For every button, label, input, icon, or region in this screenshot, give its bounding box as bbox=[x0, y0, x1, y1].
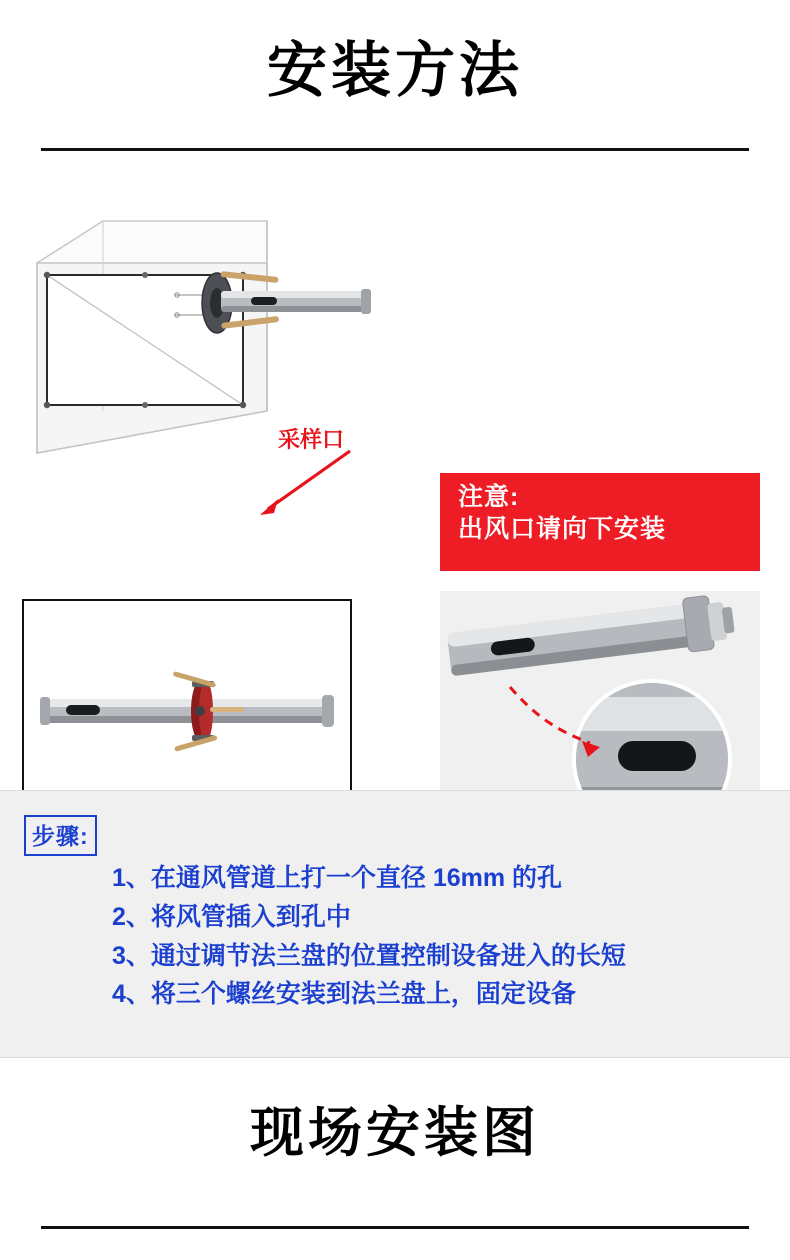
notice-line-2: 出风口请向下安装 bbox=[458, 515, 667, 543]
steps-section bbox=[0, 790, 790, 1058]
list-item: 4、将三个螺丝安装到法兰盘上，固定设备 bbox=[112, 980, 576, 1009]
installation-illustration bbox=[0, 151, 790, 741]
steps-title: 步骤: bbox=[24, 815, 97, 856]
notice-line-1: 注意: bbox=[458, 483, 520, 511]
footer-divider bbox=[41, 1226, 749, 1229]
steps-list bbox=[112, 859, 626, 1014]
list-item: 1、在通风管道上打一个直径 16mm 的孔 bbox=[112, 864, 563, 892]
page-title: 安装方法 bbox=[267, 37, 523, 104]
list-item: 3、通过调节法兰盘的位置控制设备进入的长短 bbox=[112, 941, 626, 970]
list-item: 2、将风管插入到孔中 bbox=[112, 902, 351, 931]
notice-banner bbox=[440, 473, 760, 571]
footer-title: 现场安装图 bbox=[250, 1103, 540, 1163]
probe-sensor-icon bbox=[22, 599, 352, 819]
sampling-port-label: 采样口 bbox=[278, 427, 345, 452]
